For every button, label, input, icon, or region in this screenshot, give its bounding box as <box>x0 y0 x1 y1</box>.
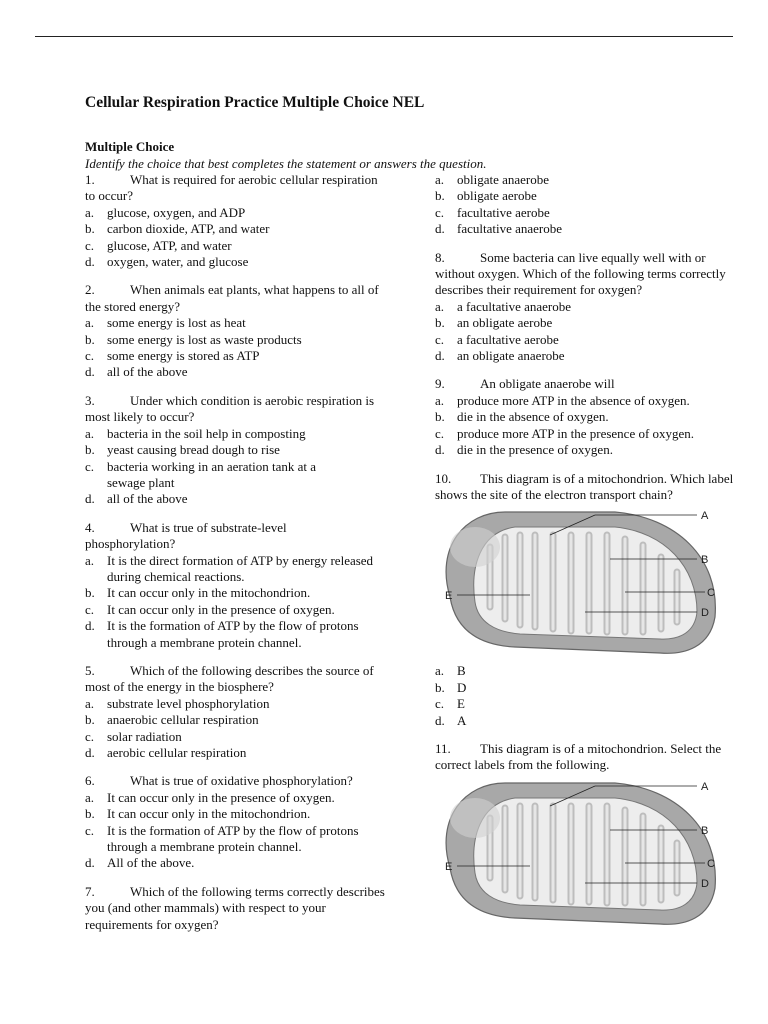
option-a[interactable]: a. produce more ATP in the absence of oxygen. <box>435 392 690 408</box>
question-number: 10. <box>435 470 452 486</box>
question-text: This diagram is of a mitochondrion. Which label shows the site of the electron transport chain? <box>435 470 734 502</box>
label-c: C <box>707 587 715 600</box>
option-d[interactable]: d. facultative anaerobe <box>435 221 563 237</box>
question-text: What is true of oxidative phosphorylation? <box>130 773 353 789</box>
option-c[interactable]: c. It is the formation of ATP by the flow of protons through a membrane protein channel. <box>85 822 359 855</box>
question-text: What is true of substrate-level phosphorylation? <box>85 519 287 552</box>
option-b[interactable]: b. an obligate aerobe <box>435 315 553 331</box>
option-d[interactable]: d. It is the formation of ATP by the flow of protons through a membrane protein channel. <box>85 618 359 650</box>
top-rule <box>35 36 733 37</box>
label-c: C <box>707 857 715 870</box>
label-a: A <box>701 510 709 523</box>
option-d[interactable]: d. aerobic cellular respiration <box>85 745 247 760</box>
option-c[interactable]: c. bacteria working in an aeration tank at a sewage plant <box>85 458 316 490</box>
question-number: 8. <box>435 249 445 265</box>
option-b[interactable]: b. It can occur only in the mitochondrion. <box>85 806 311 822</box>
option-d[interactable]: d. oxygen, water, and glucose <box>85 254 249 270</box>
question-5 <box>85 663 385 761</box>
option-b[interactable]: b. die in the absence of oxygen. <box>435 409 609 425</box>
left-column <box>85 172 385 933</box>
question-number: 1. <box>85 172 95 187</box>
option-c[interactable]: c. solar radiation <box>85 728 182 744</box>
option-d[interactable]: d. All of the above. <box>85 855 195 871</box>
question-number: 6. <box>85 773 95 789</box>
label-e: E <box>445 860 453 873</box>
option-c[interactable]: c. E <box>435 696 465 712</box>
mitochondrion-illustration <box>446 512 715 653</box>
question-text: An obligate anaerobe will <box>480 376 615 392</box>
question-7 <box>85 884 385 933</box>
option-b[interactable]: b. obligate aerobe <box>435 188 537 204</box>
right-column <box>435 172 735 934</box>
question-3 <box>85 393 385 508</box>
page-title: Cellular Respiration Practice Multiple Choice NEL <box>85 94 425 111</box>
option-c[interactable]: c. produce more ATP in the presence of oxygen. <box>435 425 695 441</box>
question-text: What is required for aerobic cellular respiration to occur? <box>85 172 378 204</box>
mitochondrion-illustration <box>446 780 715 924</box>
label-d: D <box>701 877 709 890</box>
option-c[interactable]: c. some energy is stored as ATP <box>85 348 260 364</box>
question-number: 11. <box>435 740 451 756</box>
option-d[interactable]: d. die in the presence of oxygen. <box>435 442 613 458</box>
question-number: 5. <box>85 662 95 678</box>
question-2 <box>85 282 385 380</box>
question-text: Under which condition is aerobic respiration is most likely to occur? <box>85 392 375 425</box>
option-b[interactable]: b. It can occur only in the mitochondrion. <box>85 585 311 601</box>
question-text: Some bacteria can live equally well with or without oxygen. Which of the following terms correctly describes their requirement for oxygen? <box>435 249 726 298</box>
label-b: B <box>701 554 709 567</box>
option-d[interactable]: d. all of the above <box>85 364 188 380</box>
question-10 <box>435 471 735 729</box>
question-9 <box>435 376 735 458</box>
question-4 <box>85 520 385 651</box>
question-1 <box>85 172 385 270</box>
question-number: 7. <box>85 883 95 899</box>
option-a[interactable]: a. some energy is lost as heat <box>85 315 246 331</box>
mitochondrion-diagram-2 <box>435 778 725 928</box>
option-c[interactable]: c. a facultative aerobe <box>435 331 559 347</box>
label-b: B <box>701 824 709 837</box>
option-a[interactable]: a. It can occur only in the presence of oxygen. <box>85 789 335 805</box>
instructions-text: Identify the choice that best completes the statement or answers the question. <box>85 156 487 171</box>
option-c[interactable]: c. It can occur only in the presence of oxygen. <box>85 601 335 617</box>
label-d: D <box>701 607 709 620</box>
question-text: Which of the following terms correctly describes you (and other mammals) with respect to your requirements for oxygen? <box>85 883 385 932</box>
question-number: 9. <box>435 376 445 392</box>
label-a: A <box>701 780 709 793</box>
option-b[interactable]: b. D <box>435 679 467 695</box>
option-a[interactable]: a. a facultative anaerobe <box>435 298 572 314</box>
question-11 <box>435 741 735 928</box>
option-a[interactable]: a. obligate anaerobe <box>435 172 550 187</box>
option-d[interactable]: d. an obligate anaerobe <box>435 348 565 364</box>
option-a[interactable]: a. bacteria in the soil help in composting <box>85 425 306 441</box>
option-a[interactable]: a. It is the direct formation of ATP by energy released during chemical reactions. <box>85 552 374 584</box>
question-7-options <box>435 172 735 238</box>
option-b[interactable]: b. some energy is lost as waste products <box>85 331 302 347</box>
question-text: When animals eat plants, what happens to all of the stored energy? <box>85 282 379 314</box>
question-8 <box>435 250 735 365</box>
question-number: 4. <box>85 519 95 535</box>
section-heading: Multiple Choice <box>85 139 175 154</box>
question-number: 2. <box>85 282 95 298</box>
option-b[interactable]: b. yeast causing bread dough to rise <box>85 442 280 458</box>
option-d[interactable]: d. A <box>435 712 467 728</box>
question-number: 3. <box>85 392 95 408</box>
label-e: E <box>445 590 453 603</box>
option-b[interactable]: b. carbon dioxide, ATP, and water <box>85 221 270 237</box>
option-c[interactable]: c. glucose, ATP, and water <box>85 237 232 253</box>
option-d[interactable]: d. all of the above <box>85 491 188 507</box>
question-text: Which of the following describes the source of most of the energy in the biosphere? <box>85 662 374 695</box>
option-a[interactable]: a. B <box>435 663 466 679</box>
option-b[interactable]: b. anaerobic cellular respiration <box>85 712 259 728</box>
mitochondrion-diagram <box>435 507 725 657</box>
option-a[interactable]: a. glucose, oxygen, and ADP <box>85 204 246 220</box>
question-6 <box>85 773 385 871</box>
question-text: This diagram is of a mitochondrion. Select the correct labels from the following. <box>435 740 722 773</box>
option-c[interactable]: c. facultative aerobe <box>435 204 550 220</box>
option-a[interactable]: a. substrate level phosphorylation <box>85 695 270 711</box>
